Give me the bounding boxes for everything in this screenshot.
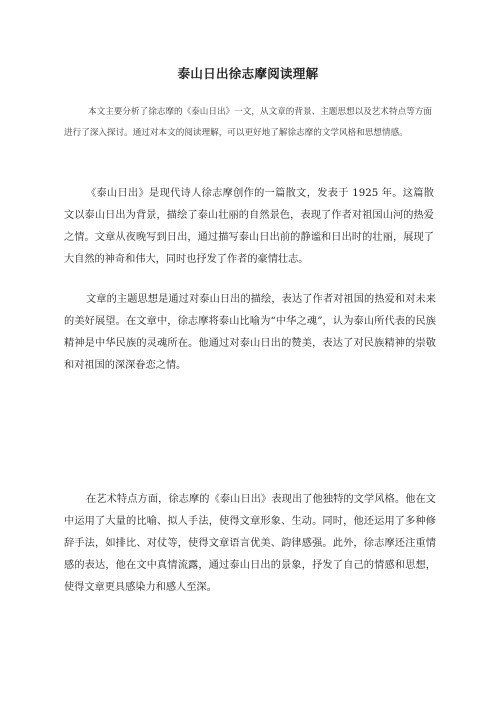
body-paragraph-art-features: 在艺术特点方面，徐志摩的《泰山日出》表现出了他独特的文学风格。他在文中运用了大量的比喻、拟人手法，使得文章形象、生动。同时，他还运用了多种修辞手法，如排比、对仗等，使得文章语言优美、韵律感强。此外，徐志摩还注重情感的表达，他在文中真情流露，通过泰山日出的景象，抒发了自己的情感和思想，使得文章更具感染力和感人至深。 <box>64 494 436 593</box>
document-title: 泰山日出徐志摩阅读理解 <box>177 66 319 81</box>
abstract-paragraph: 本文主要分析了徐志摩的《泰山日出》一文，从文章的背景、主题思想以及艺术特点等方面进行了深入探讨。通过对本文的阅读理解，可以更好地了解徐志摩的文学风格和思想情感。 <box>64 107 432 138</box>
body-paragraph-theme: 文章的主题思想是通过对泰山日出的描绘，表达了作者对祖国的热爱和对未来的美好展望。在文章中，徐志摩将泰山比喻为“中华之魂”，认为泰山所代表的民族精神是中华民族的灵魂所在。他通过对泰山日出的赞美，表达了对民族精神的崇敬和对祖国的深深眷恋之情。 <box>64 294 436 371</box>
body-paragraph-background: 《泰山日出》是现代诗人徐志摩创作的一篇散文，发表于 1925 年。这篇散文以泰山日出为背景，描绘了泰山壮丽的自然景色，表现了作者对祖国山河的热爱之情。文章从夜晚写到日出，通过描写泰山日出前的静谧和日出时的壮丽，展现了大自然的神奇和伟大，同时也抒发了作者的豪情壮志。 <box>64 188 434 265</box>
